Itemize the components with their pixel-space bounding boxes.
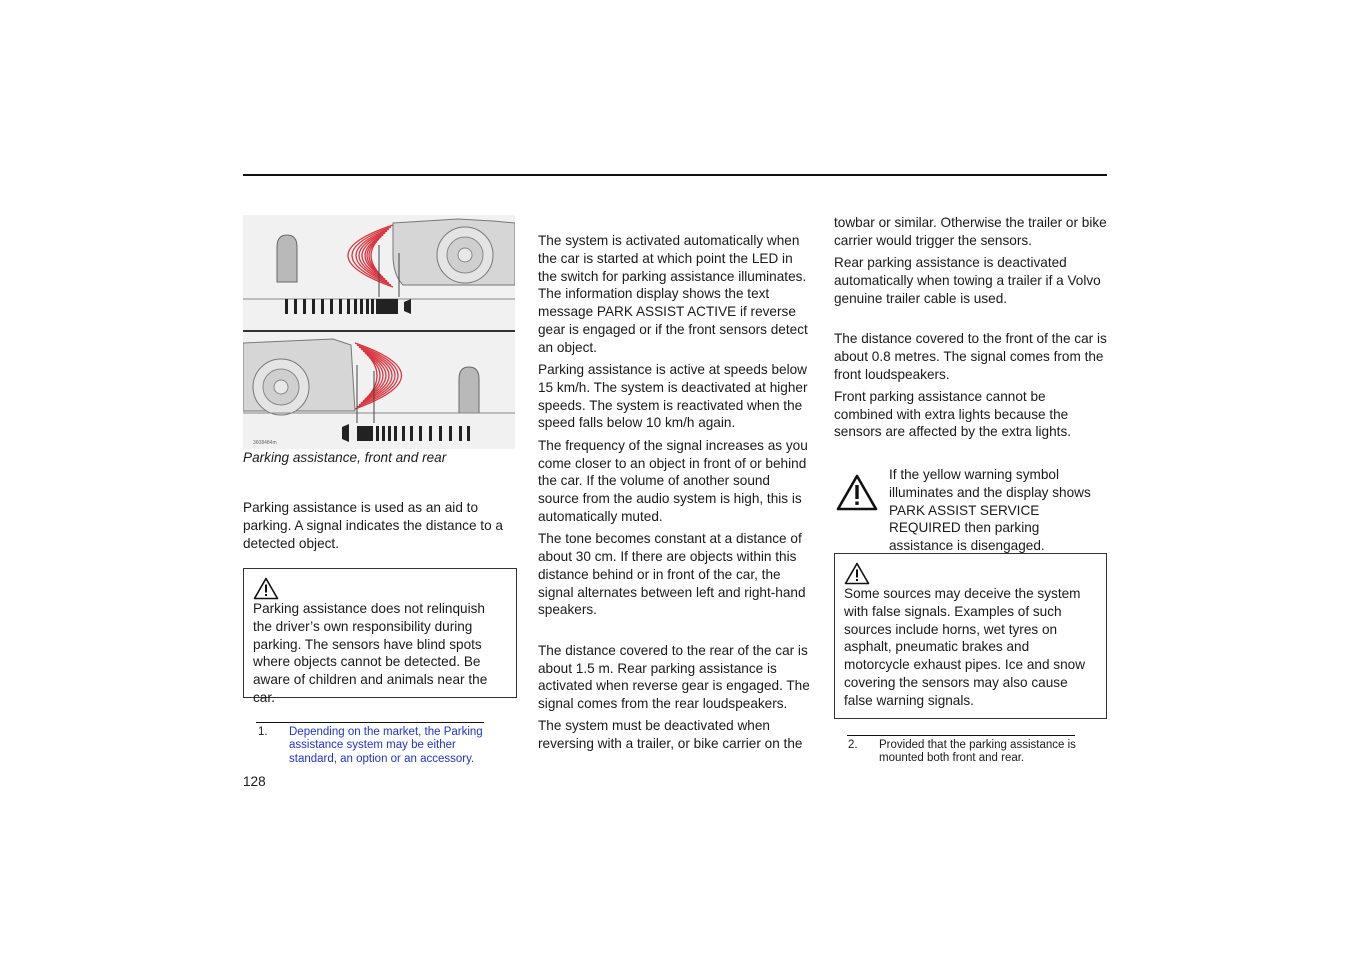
intro-paragraph: Parking assistance is used as an aid to parking. A signal indicates the distance to a detected object. <box>243 500 503 551</box>
paragraph: The frequency of the signal increases as you come closer to an object in front of or behind the car. If the volume of another sound source from the audio system is high, this is automatically muted. <box>538 437 808 524</box>
paragraph: The system is activated automatically when the car is started at which point the LED in the switch for parking assistance illuminates. The information display shows the text message PARK ASSIST ACTIVE if reverse gear is engaged or if the front sensors detect an object. <box>538 233 808 355</box>
paragraph: The system must be deactivated when reversing with a trailer, or bike carrier on the <box>538 718 803 752</box>
paragraph: The distance covered to the front of the car is about 0.8 metres. The signal comes from the front loudspeakers. <box>834 330 1107 382</box>
paragraph: Front parking assistance cannot be combined with extra lights because the sensors are affected by the extra lights. <box>834 388 1072 440</box>
footnote-rule <box>847 735 1075 736</box>
footnote-number: 2. <box>848 739 858 751</box>
warning-triangle-icon <box>836 474 878 511</box>
footnote-rule <box>256 722 484 723</box>
paragraph: Parking assistance is active at speeds below 15 km/h. The system is deactivated at higher speeds. The system is reactivated when the speed falls below 10 km/h again. <box>538 362 808 431</box>
column-3 <box>834 214 1107 446</box>
footnote-text: Depending on the market, the Parking assistance system may be either standard, an option or an accessory. <box>289 726 483 765</box>
footnote-number: 1. <box>258 726 268 738</box>
paragraph: towbar or similar. Otherwise the trailer or bike carrier would trigger the sensors. <box>834 215 1107 248</box>
paragraph: The tone becomes constant at a distance of about 30 cm. If there are objects within this distance behind or in front of the car, the signal alternates between left and right-hand speakers. <box>538 531 806 618</box>
warning-box-false-signals <box>834 553 1107 719</box>
warning-box-text: Some sources may deceive the system with false signals. Examples of such sources include horns, wet tyres on asphalt, pneumatic brakes and motorcycle exhaust pipes. Ice and snow covering the sensors may also cause false warning signals. <box>844 586 1086 708</box>
parking-diagram <box>243 215 515 449</box>
warning-box-responsibility <box>243 568 517 705</box>
column-2 <box>538 232 812 758</box>
figure-caption: Parking assistance, front and rear <box>243 450 447 465</box>
warning-triangle-icon <box>253 577 279 600</box>
parking-assistance-figure <box>243 215 515 449</box>
paragraph: Rear parking assistance is deactivated automatically when towing a trailer if a Volvo genuine trailer cable is used. <box>834 255 1101 306</box>
warning-box-text: Parking assistance does not relinquish the driver’s own responsibility during parking. The sensors have blind spots where objects cannot be detected. Be aware of children and animals near the car. <box>253 601 488 705</box>
warning-triangle-icon <box>844 562 870 585</box>
yellow-warning-notice <box>834 466 1107 554</box>
yellow-warning-text: If the yellow warning symbol illuminates and the display shows PARK ASSIST SERVICE REQUIRED then parking assistance is disengaged. <box>889 467 1091 554</box>
paragraph: The distance covered to the rear of the car is about 1.5 m. Rear parking assistance is activated when reverse gear is engaged. The signal comes from the rear loudspeakers. <box>538 642 810 712</box>
page-number: 128 <box>243 774 266 789</box>
header-rule <box>243 174 1107 176</box>
footnote-text: Provided that the parking assistance is mounted both front and rear. <box>879 739 1076 765</box>
figure-code: 3608484m <box>253 440 277 446</box>
